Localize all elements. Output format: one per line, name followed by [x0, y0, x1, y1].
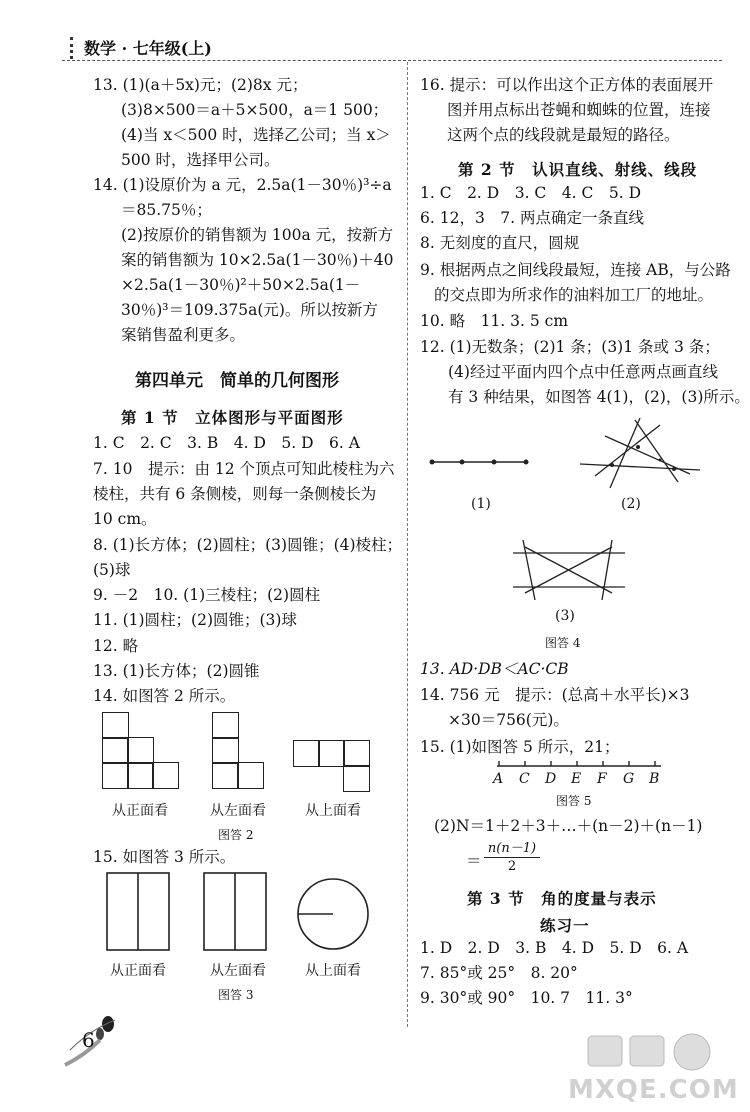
q14-line: 案销售盈利更多。 [121, 326, 246, 344]
q13-line: 13. (1)(a＋5x)元；(2)8x 元； [93, 76, 308, 94]
q16-line: 图并用点标出苍蝇和蜘蛛的位置，连接 [447, 101, 711, 119]
answer-line: 1. C 2. D 3. C 4. C 5. D [420, 184, 642, 202]
q14-line: 30％)³＝109.375a(元)。所以按新方 [121, 301, 378, 319]
q14-line: 14. 756 元 提示：(总高＋水平长)×3 [420, 686, 690, 704]
practice-title: 练习一 [540, 916, 590, 935]
q15-part2-line: (2)N＝1＋2＋3＋…＋(n－2)＋(n－1) [434, 817, 703, 835]
section-2-title: 第 2 节 认识直线、射线、线段 [458, 160, 698, 179]
q14-line: ＝85.75％； [121, 201, 212, 219]
answer-line: 11. (1)圆柱；(2)圆锥；(3)球 [93, 611, 297, 629]
answer-line: 8. 无刻度的直尺，圆规 [420, 234, 580, 252]
q15-part2-equals: ＝ [466, 852, 482, 870]
figure-3-label: 从正面看 [110, 963, 166, 979]
practice-line: 9. 30°或 90° 10. 7 11. 3° [420, 989, 633, 1007]
figure-3-caption: 图答 3 [218, 988, 254, 1002]
fraction-numerator: n(n－1) [484, 840, 540, 858]
section-1-title: 第 1 节 立体图形与平面图形 [121, 408, 344, 427]
unit-title: 第四单元 简单的几何图形 [135, 371, 339, 391]
point-label-b: B [649, 771, 660, 787]
figure-4-label: (2) [621, 496, 641, 512]
figure-4-caption: 图答 4 [545, 636, 581, 650]
answer-line: 棱柱，共有 6 条侧棱，则每一条侧棱长为 [93, 485, 377, 503]
figure-4-label: (1) [471, 496, 491, 512]
q13-answer: 13. AD·DB＜AC·CB [420, 660, 569, 678]
q15-line: 15. 如图答 3 所示。 [93, 848, 236, 866]
section-3-title: 第 3 节 角的度量与表示 [467, 889, 657, 908]
answer-line: 12. 略 [93, 637, 139, 655]
q14-line: 14. (1)设原价为 a 元，2.5a(1－30％)³÷a [93, 176, 392, 194]
q13-line: (3)8×500＝a＋5×500，a＝1 500； [121, 101, 389, 119]
q14-line: (2)按原价的销售额为 100a 元，按新方 [121, 226, 394, 244]
figure-5-caption: 图答 5 [556, 794, 592, 808]
q16-line: 这两个点的线段就是最短的路径。 [447, 126, 680, 144]
point-label-f: F [597, 771, 607, 787]
point-label-g: G [623, 771, 635, 787]
header-title: 数学 · 七年级(上) [84, 39, 212, 58]
practice-line: 7. 85°或 25° 8. 20° [420, 964, 578, 982]
q14-line: ×2.5a(1－30％)²＋50×2.5a(1－ [121, 276, 361, 294]
watermark-answer-icon [560, 1030, 745, 1108]
figure-3-label: 从上面看 [305, 963, 361, 979]
figure-2-label: 从左面看 [210, 803, 266, 819]
point-label-a: A [493, 771, 504, 787]
fraction [484, 840, 540, 875]
answer-line: 13. (1)长方体；(2)圆锥 [93, 662, 260, 680]
point-label-c: C [519, 771, 530, 787]
answer-line: 12. (1)无数条；(2)1 条；(3)1 条或 3 条； [420, 338, 720, 356]
practice-line: 1. D 2. D 3. B 4. D 5. D 6. A [420, 939, 689, 957]
figure-3-label: 从左面看 [210, 963, 266, 979]
answer-line: 1. C 2. C 3. B 4. D 5. D 6. A [93, 434, 360, 452]
q14-line: 案的销售额为 10×2.5a(1－30％)＋40 [121, 251, 394, 269]
answer-line: 9. 根据两点之间线段最短，连接 AB，与公路 [420, 261, 731, 279]
answer-line: 的交点即为所求作的油料加工厂的地址。 [434, 286, 714, 304]
answer-line: 10. 略 11. 3. 5 cm [420, 312, 569, 330]
answer-line: (5)球 [93, 561, 131, 579]
figure-2-caption: 图答 2 [218, 828, 254, 842]
svg-text:MXQE.COM: MXQE.COM [568, 1075, 739, 1105]
answer-line: 8. (1)长方体；(2)圆柱；(3)圆锥；(4)棱柱； [93, 536, 403, 554]
answer-line: 9. －2 10. (1)三棱柱；(2)圆柱 [93, 586, 321, 604]
q13-line: 500 时，选择甲公司。 [121, 151, 280, 169]
answer-line: 10 cm。 [93, 510, 157, 528]
q15-line: 15. (1)如图答 5 所示，21； [420, 738, 620, 756]
figure-2-label: 从正面看 [112, 803, 168, 819]
answer-line: 7. 10 提示：由 12 个顶点可知此棱柱为六 [93, 460, 395, 478]
figure-4-label: (3) [555, 608, 575, 624]
watermark-logo [560, 1030, 745, 1108]
answer-line: (4)经过平面内四个点中任意两点画直线 [448, 363, 718, 381]
point-label-e: E [571, 771, 582, 787]
page-number: 6 [82, 1028, 95, 1052]
point-label-d: D [545, 771, 557, 787]
q13-line: (4)当 x＜500 时，选择乙公司；当 x＞ [121, 126, 391, 144]
q14-line: ×30＝756(元)。 [448, 711, 569, 729]
figure-2-label: 从上面看 [305, 803, 361, 819]
fraction-denominator: 2 [507, 859, 517, 874]
answer-line: 14. 如图答 2 所示。 [93, 687, 236, 705]
answer-line: 有 3 种结果，如图答 4(1)，(2)，(3)所示。 [448, 388, 750, 406]
q16-line: 16. 提示：可以作出这个正方体的表面展开 [420, 76, 714, 94]
answer-line: 6. 12，3 7. 两点确定一条直线 [420, 209, 645, 227]
